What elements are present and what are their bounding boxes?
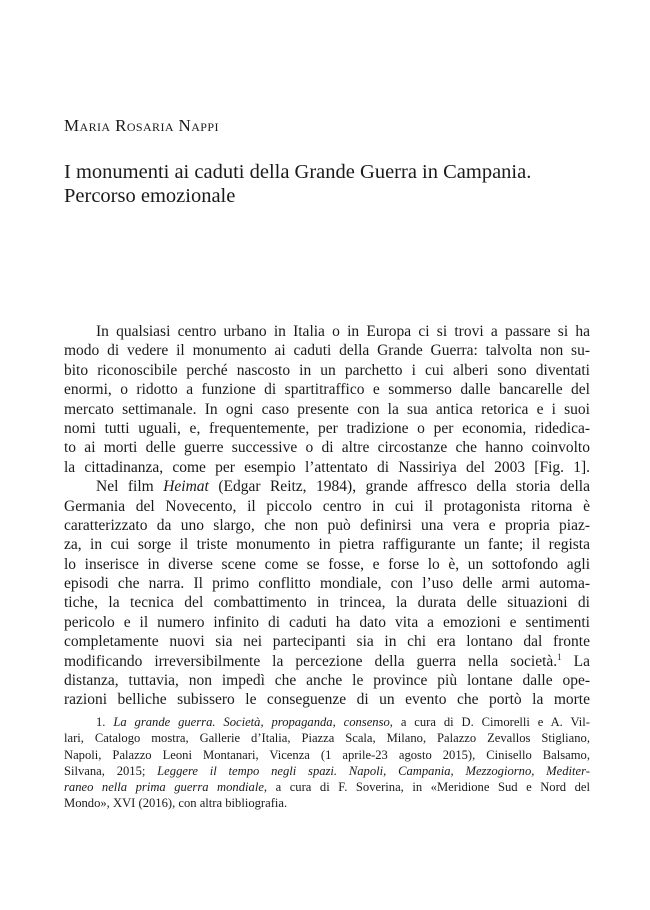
body-text-segment: modificando irreversibilmente la percezione della guerra nella società.	[64, 652, 558, 670]
body-line: enormi, o ridotto a funzione di spartitraffico e sommerso dalle bancarelle del	[64, 381, 590, 399]
body-text	[64, 322, 590, 710]
body-line: modo di vedere il monumento ai caduti della Grande Guerra: talvolta non su-	[64, 342, 590, 360]
body-line: In qualsiasi centro urbano in Italia o in Europa ci si trovi a passare si ha	[96, 323, 590, 340]
footnote-ref[interactable]: 1	[557, 651, 562, 662]
footnote-italic: Leggere il tempo negli spazi. Napoli, Campania, Mezzogiorno, Mediter-	[157, 763, 590, 778]
body-line: caratterizzato da uno slargo, che non può definirsi una vera e propria piaz-	[64, 516, 590, 534]
body-line: lo inserisce in diverse scene come se fosse, e forse lo è, un sottofondo agli	[64, 555, 590, 573]
body-line: completamente nuovi sia nei partecipanti sia in chi era lontano dal fronte	[64, 633, 590, 651]
body-line: pericolo e il numero infinito di caduti ha dato vita a emozioni e sentimenti	[64, 613, 590, 631]
body-text-segment: (Edgar Reitz, 1984), grande affresco della storia della	[208, 478, 590, 496]
footnote	[64, 714, 590, 812]
body-line: bito riconoscibile perché nascosto in un parchetto i cui alberi sono diventati	[64, 361, 590, 379]
body-line: Germania del Novecento, il piccolo centro in cui il protagonista ritorna è	[64, 497, 590, 515]
body-line: nomi tutti uguali, e, frequentemente, per tradizione o per economia, ridedica-	[64, 419, 590, 437]
footnote-line	[64, 779, 590, 795]
footnote-line	[64, 714, 590, 730]
footnote-number: 1.	[96, 715, 106, 729]
footnote-italic: La grande guerra. Società, propaganda, consenso	[113, 715, 390, 729]
footnote-italic: raneo nella prima guerra mondiale	[64, 780, 264, 795]
footnote-text: , a cura di D. Cimorelli e A. Vil-	[389, 715, 590, 729]
footnote-line	[64, 763, 590, 779]
body-line: to ai morti delle guerre successive o di altre circostanze che hanno coinvolto	[64, 439, 590, 457]
footnote-line: Mondo», XVI (2016), con altra bibliografia.	[64, 796, 288, 811]
film-title: Heimat	[163, 478, 209, 496]
footnote-text: Silvana, 2015;	[64, 763, 158, 778]
article-title	[64, 160, 584, 208]
title-line-2: Percorso emozionale	[64, 185, 236, 207]
footnote-text: , a cura di F. Soverina, in «Meridione Sud e Nord del	[263, 780, 590, 795]
footnote-line: lari, Catalogo mostra, Gallerie d’Italia, Piazza Scala, Milano, Palazzo Zevallos Stigliano,	[64, 731, 590, 746]
body-line	[64, 652, 590, 671]
author-name: Maria Rosaria Nappi	[64, 116, 219, 135]
body-line: distanza, tuttavia, non impedì che anche le province più lontane dalle ope-	[64, 672, 590, 690]
footnote-line: Napoli, Palazzo Leoni Montanari, Vicenza (1 aprile-23 agosto 2015), Cinisello Balsamo,	[64, 747, 590, 762]
body-line: episodi che narra. Il primo conflitto mondiale, con l’uso delle armi automa-	[64, 575, 590, 593]
body-line: za, in cui sorge il triste monumento in pietra raffigurante un fante; il regista	[64, 536, 590, 554]
body-line: tiche, la tecnica del combattimento in trincea, la durata delle situazioni di	[64, 594, 590, 612]
body-text-segment: La	[561, 652, 590, 670]
body-line: mercato settimanale. In ogni caso presente con la sua antica retorica e i suoi	[64, 400, 590, 418]
body-text-segment: Nel film	[96, 478, 164, 496]
body-line: la cittadinanza, come per esempio l’attentato di Nassiriya del 2003 [Fig. 1].	[64, 458, 590, 476]
title-line-1: I monumenti ai caduti della Grande Guerra in Campania.	[64, 161, 532, 183]
body-line	[64, 477, 590, 496]
body-line: razioni belliche subissero le conseguenze di un evento che portò la morte	[64, 691, 590, 709]
